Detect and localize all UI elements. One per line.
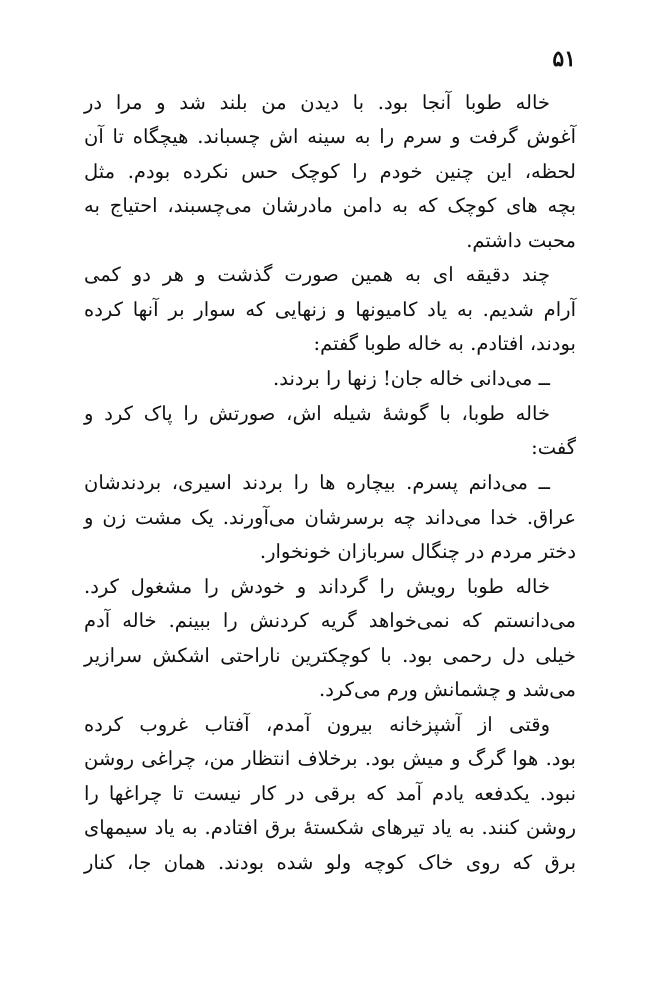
text-line: خاله طوبا، با گوشهٔ شیله اش، صورتش را پاک کرد و xyxy=(84,402,550,426)
page-number: ۵۱ xyxy=(552,46,576,72)
paragraph-1 xyxy=(84,86,576,258)
dialogue-1 xyxy=(84,362,576,396)
paragraph-5 xyxy=(84,708,576,880)
text-line: خاله طوبا آنجا بود. با دیدن من بلند شد و مرا در xyxy=(84,91,550,114)
text-line: خاله طوبا رویش را گرداند و خودش را مشغول کرد. xyxy=(84,574,550,598)
text-line: خیلی دل رحمی بود. با کوچکترین ناراحتی اشکش سرازیر xyxy=(84,643,576,667)
text-line: چند دقیقه ای به همین صورت گذشت و هر دو کمی xyxy=(84,263,550,287)
dialogue-2 xyxy=(84,466,576,569)
text-line: عراق. خدا می‌داند چه برسرشان می‌آورند. یک مشت زن و xyxy=(84,505,576,529)
text-line: گفت: xyxy=(531,436,576,460)
text-line: بچه های کوچک که به دامن مادرشان می‌چسبند، احتیاج به xyxy=(84,194,576,218)
text-line: نبود. یکدفعه یادم آمد که برقی در کار نیست تا چراغها را xyxy=(84,781,576,805)
text-line: روشن کنند. به یاد تیرهای شکستهٔ برق افتادم. به یاد سیمهای xyxy=(84,816,576,840)
text-line: محبت داشتم. xyxy=(466,228,576,252)
body-text xyxy=(84,86,576,880)
text-line: ــ می‌دانی خاله جان! زنها را بردند. xyxy=(273,367,550,391)
text-line: بود. هوا گرگ و میش بود. برخلاف انتظار من، چراغی روشن xyxy=(84,747,576,771)
text-line: می‌دانستم که نمی‌خواهد گریه کردنش را ببینم. خاله آدم xyxy=(84,609,576,633)
text-line: ــ می‌دانم پسرم. بیچاره ها را بردند اسیری، بردندشان xyxy=(84,471,550,495)
text-line: لحظه، این چنین خودم را کوچک حس نکرده بودم. مثل xyxy=(84,159,576,183)
paragraph-2 xyxy=(84,258,576,361)
paragraph-3 xyxy=(84,397,576,466)
text-line: وقتی از آشپزخانه بیرون آمدم، آفتاب غروب کرده xyxy=(84,713,550,737)
text-line: برق که روی خاک کوچه ولو شده بودند. همان جا، کنار xyxy=(84,850,576,874)
text-line: بودند، افتادم. به خاله طوبا گفتم: xyxy=(313,332,576,356)
text-line: دختر مردم در چنگال سربازان خونخوار. xyxy=(259,540,576,564)
text-line: می‌شد و چشمانش ورم می‌کرد. xyxy=(319,678,576,702)
text-line: آغوش گرفت و سرم را به سینه اش چسباند. هیچگاه تا آن xyxy=(84,125,576,149)
paragraph-4 xyxy=(84,570,576,708)
text-line: آرام شدیم. به یاد کامیونها و زنهایی که سوار بر آنها کرده xyxy=(84,297,576,321)
